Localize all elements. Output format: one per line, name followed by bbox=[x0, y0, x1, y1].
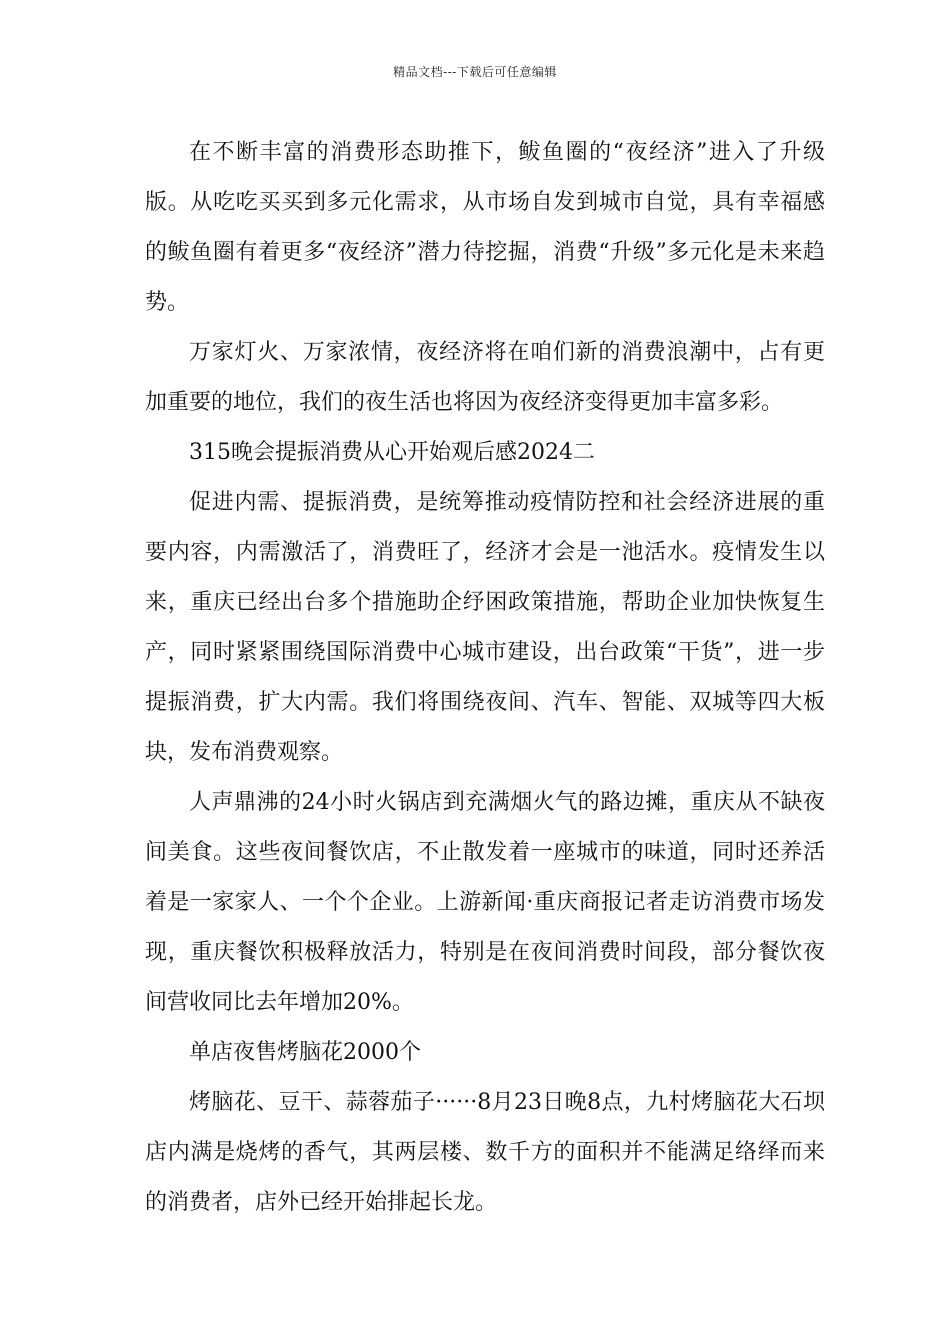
paragraph-boost-consumption: 促进内需、提振消费，是统筹推动疫情防控和社会经济进展的重要内容，内需激活了，消费旺了，经济才会是一池活水。疫情发生以来，重庆已经出台多个措施助企纾困政策措施，帮助企业加快恢复生产，同时紧紧围绕国际消费中心城市建设，出台政策“干货”，进一步提振消费，扩大内需。我们将围绕夜间、汽车、智能、双城等四大板块，发布消费观察。 bbox=[145, 490, 825, 765]
document-body bbox=[145, 128, 825, 1228]
page-header: 精品文档---下载后可任意编辑 bbox=[393, 65, 557, 79]
subheading-brain-flower: 单店夜售烤脑花2000个 bbox=[189, 1040, 421, 1065]
paragraph-night-economy-importance: 万家灯火、万家浓情，夜经济将在咱们新的消费浪潮中，占有更加重要的地位，我们的夜生活也将因为夜经济变得更加丰富多彩。 bbox=[145, 340, 825, 415]
paragraph-night-food: 人声鼎沸的24小时火锅店到充满烟火气的路边摊，重庆从不缺夜间美食。这些夜间餐饮店，不止散发着一座城市的味道，同时还养活着是一家家人、一个个企业。上游新闻·重庆商报记者走访消费市场发现，重庆餐饮积极释放活力，特别是在夜间消费时间段，部分餐饮夜间营收同比去年增加20%。 bbox=[145, 790, 825, 1015]
section-heading-315: 315晚会提振消费从心开始观后感2024二 bbox=[189, 440, 595, 465]
paragraph-night-economy-upgrade: 在不断丰富的消费形态助推下，鲅鱼圈的“夜经济”进入了升级版。从吃吃买买到多元化需求，从市场自发到城市自觉，具有幸福感的鲅鱼圈有着更多“夜经济”潜力待挖掘，消费“升级”多元化是未来趋势。 bbox=[145, 140, 825, 315]
paragraph-bbq-shop: 烤脑花、豆干、蒜蓉茄子······8月23日晚8点，九村烤脑花大石坝店内满是烧烤的香气，其两层楼、数千方的面积并不能满足络绎而来的消费者，店外已经开始排起长龙。 bbox=[145, 1090, 825, 1215]
